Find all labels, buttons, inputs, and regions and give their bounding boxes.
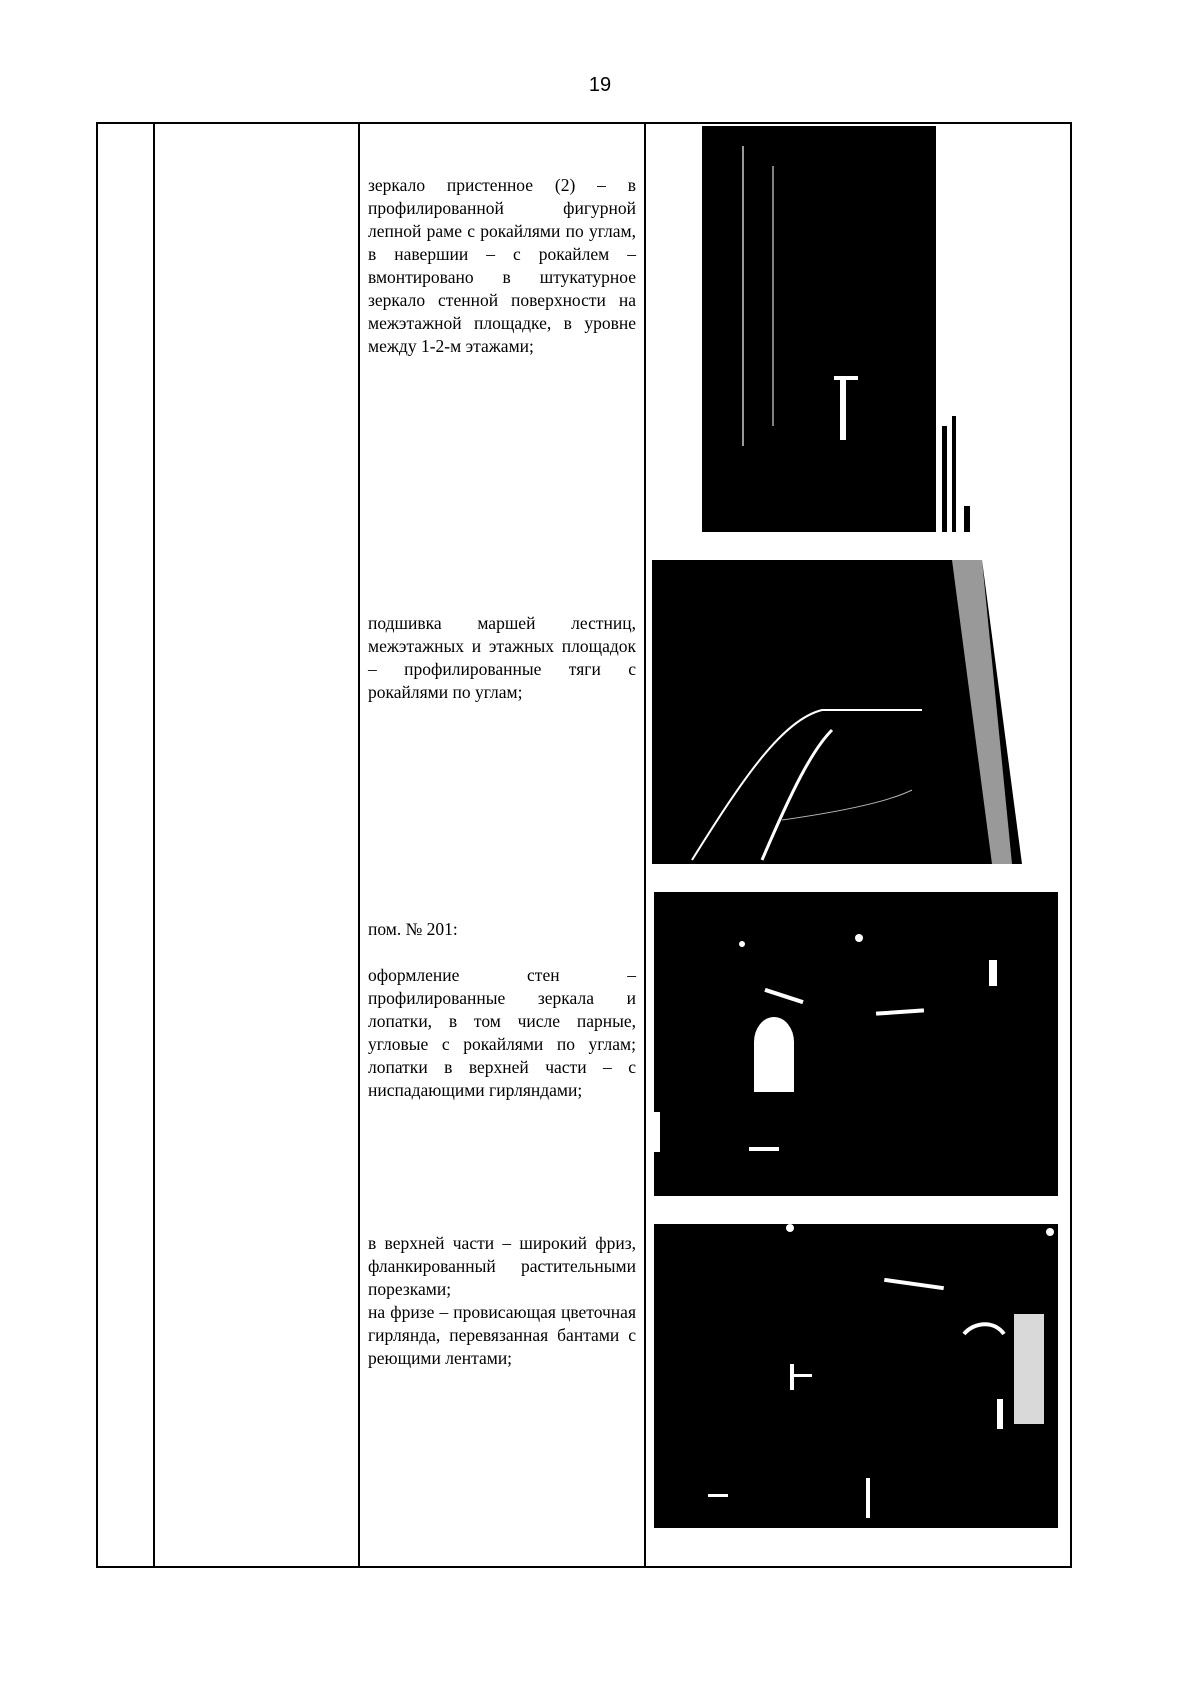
- entry-description-ceiling: [368, 612, 636, 704]
- column-divider: [153, 124, 155, 1566]
- page-number: 19: [588, 74, 612, 96]
- entry-text: подшивка маршей лестниц, межэтажных и этажных площадок – профилированные тяги с рокайлями по углам;: [368, 613, 636, 702]
- entry-text: на фризе – провисающая цветочная гирлянда, перевязанная бантами с реющими лентами;: [368, 1302, 636, 1368]
- heritage-table: [96, 122, 1072, 1568]
- photo-room-201-frieze: [654, 1224, 1058, 1528]
- photo-room-201-walls: [654, 892, 1058, 1196]
- column-divider: [644, 124, 646, 1566]
- entry-text: оформление стен – профилированные зеркала и лопатки, в том числе парные, угловые с рокайлями по углам; лопатки в верхней части – с ниспадающими гирляндами;: [368, 965, 636, 1100]
- photo-stair-ceiling: [652, 560, 1056, 864]
- entry-description-frieze: [368, 1232, 636, 1370]
- entry-description-room-201: [368, 918, 636, 1102]
- entry-text: в верхней части – широкий фриз, фланкированный растительными порезками;: [368, 1233, 636, 1299]
- column-divider: [358, 124, 360, 1566]
- entry-description-mirror: [368, 174, 636, 358]
- photo-wall-mirror: [702, 126, 997, 532]
- entry-text: пом. № 201:: [368, 919, 458, 939]
- entry-text: зеркало пристенное (2) – в профилированной фигурной лепной раме с рокайлями по углам, в навершии – с рокайлем – вмонтировано в штукатурное зеркало стенной поверхности на межэтажной площадке, в уровне между 1-2-м этажами;: [368, 175, 636, 356]
